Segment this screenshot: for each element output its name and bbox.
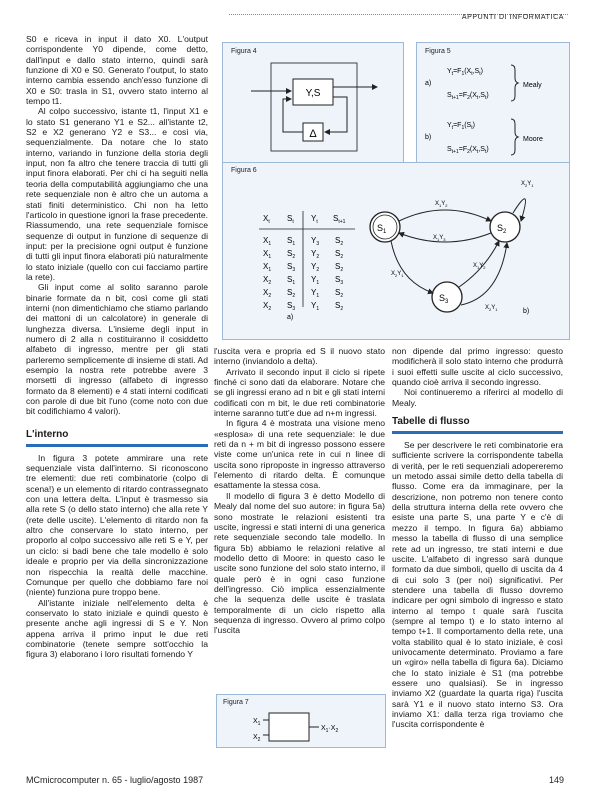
svg-text:X1: $X_1$ <box>253 718 261 727</box>
equation-moore-y: $Y_t=F_1(S_t)$ <box>447 122 475 131</box>
table-cell: $Y_2$ <box>311 262 320 273</box>
table-cell: $S_2$ <box>335 262 344 273</box>
state-s1 <box>370 212 400 242</box>
svg-text:St: $S_t$ <box>287 214 294 225</box>
paragraph: non dipende dal primo ingresso: questo modificherà il solo stato interno che produrrà i suoi effetti sulle uscite al ciclo successivo, quando cioè arriva il secondo ingresso. <box>392 346 563 388</box>
table-cell: $X_1$ <box>263 236 272 247</box>
column-2 <box>214 346 385 636</box>
table-cell: $S_2$ <box>335 301 344 312</box>
block-label: Y,S <box>305 88 321 99</box>
equation-mealy-s: $S_{t+1}=F_2(X_t,S_t)$ <box>447 92 489 101</box>
figure-7 <box>216 694 386 748</box>
column-3 <box>392 346 563 730</box>
paragraph: Noi continueremo a riferirci al modello di Mealy. <box>392 387 563 408</box>
page-number: 149 <box>548 775 564 785</box>
paragraph: Arrivato il secondo input il ciclo si ripete finché ci sono dati da elaborare. Notare che se gli ingressi erano ad n bit e gli stati interni codificati con m bit, le due reti combinatorie interne saranno tutt'e due ad n+m ingressi. <box>214 366 385 419</box>
edge-s1-s2 <box>399 210 491 221</box>
table-cell: $S_3$ <box>335 275 344 286</box>
figure-4-diagram <box>223 43 403 163</box>
svg-text:X1Y2: $X_1Y_2$ <box>473 263 486 270</box>
table-cell: $S_2$ <box>335 249 344 260</box>
footer-publication: MCmicrocomputer n. 65 - luglio/agosto 1987 <box>26 775 204 785</box>
label-b: b) <box>523 308 530 315</box>
label-a: a) <box>287 314 294 321</box>
paragraph: l'uscita vera e propria ed S il nuovo stato interno (inviandolo a delta). <box>214 346 385 367</box>
figure-4 <box>222 42 404 164</box>
table-cell: $S_2$ <box>287 288 296 299</box>
label-b: b) <box>425 134 432 141</box>
gate-box <box>269 713 309 741</box>
table-cell: $Y_1$ <box>311 288 320 299</box>
table-cell: $Y_2$ <box>311 249 320 260</box>
paragraph: Al colpo successivo, istante t1, l'input X1 e lo stato S1 generano Y1 e S2... all'istante t2, S2 e X2 generano Y2 e S3... e così via, sequenzialmente. Da notare che lo stato interno, variando in funzione della storia degli input, non fa altro che tenere traccia di tutti gli input finora elaborati. Per chi ci ha seguiti nella teoria della computabilità aggiungiamo che una rete sequenziale non è altro che un automa a stati finiti deterministico. Chi non ha letto l'articolo in questione ignori la frase precedente. Riassumendo, una rete sequenziale fornisce sequenze di output in funzione di sequenze di input: per la precisione ogni output è funzione di tutti gli input finora elaborati più naturalmente lo stato iniziale (quello con cui facciamo partire la rete). <box>26 106 208 282</box>
edge-s1-s3 <box>391 241 433 293</box>
svg-text:X2Y1: $X_2Y_1$ <box>521 181 534 188</box>
table-cell: $Y_1$ <box>311 275 320 286</box>
svg-text:X1·X2: $X_1\cdot X_2$ <box>321 725 339 734</box>
table-cell: $X_1$ <box>263 262 272 273</box>
svg-text:X2: $X_2$ <box>253 734 261 743</box>
delay-icon: Δ <box>309 128 317 140</box>
table-cell: $X_1$ <box>263 249 272 260</box>
svg-text:St+1: $S_{t+1}$ <box>333 214 346 225</box>
mealy-label: Mealy <box>523 82 542 89</box>
table-cell: $X_2$ <box>263 275 272 286</box>
label-a: a) <box>425 80 432 87</box>
column-1 <box>26 34 208 660</box>
figure-label: Figura 4 <box>231 48 257 55</box>
moore-label: Moore <box>523 136 543 143</box>
table-cell: $S_2$ <box>335 288 344 299</box>
figure-6-diagram <box>223 163 569 339</box>
figure-7-diagram <box>217 695 385 747</box>
table-cell: $S_3$ <box>287 301 296 312</box>
svg-text:S1: $S_1$ <box>377 223 387 235</box>
equation-moore-s: $S_{t+1}=F_2(X_t,S_t)$ <box>447 146 489 155</box>
table-cell: $S_1$ <box>287 275 296 286</box>
figure-label: Figura 7 <box>223 699 249 706</box>
table-cell: $Y_3$ <box>311 236 320 247</box>
svg-text:S2: $S_2$ <box>497 223 507 235</box>
paragraph: In figura 3 potete ammirare una rete sequenziale vista dall'interno. Si riconoscono tre elementi: due reti combinatorie (colpo di scena!) e un elemento di ritardo contrassegnato con una lettera delta. L'input è trasmesso sia alla rete S (o dello stato interno) che alla rete Y (rete delle uscite). L'elemento di ritardo non fa altro che conservare lo stato interno, per proporlo al colpo successivo alle reti S e Y, per un ciclo: si badi bene che tale modello è solo ideale e proprio per via della sincronizzazione non rispecchia la realtà delle macchine. Comunque per quello che dobbiamo fare noi (niente) funziona pure troppo bene. <box>26 452 209 598</box>
section-heading: Tabelle di flusso <box>392 416 563 434</box>
table-cell: $Y_1$ <box>311 301 320 312</box>
paragraph: Il modello di figura 3 è detto Modello di Mealy dal nome del suo autore: in figura 5a) sono mostrate le relazioni esistenti tra uscite, ingressi e stati interni di una generica rete sequenziale secondo tale modello. In figura 5b) abbiamo le relazioni relative al modello detto di Moore: in questo caso le uscite sono funzione del solo stato interno, il quale però è in ogni caso funzione dell'ingresso. Ciò implica essenzialmente che la sequenza delle uscite è traslata temporalmente di un ciclo rispetto alla sequenza di ingresso. Ovvero al primo colpo l'uscita <box>214 490 385 636</box>
table-cell: $X_2$ <box>263 288 272 299</box>
svg-text:X2Y1: $X_2Y_1$ <box>391 271 404 278</box>
section-heading: L'interno <box>26 429 208 447</box>
svg-text:Xt: $X_t$ <box>263 214 270 225</box>
svg-text:Yt: $Y_t$ <box>311 214 318 225</box>
section-title: APPUNTI DI INFORMATICA <box>461 14 564 21</box>
paragraph: S0 e riceva in input il dato X0. L'output corrispondente Y0 dipende, come detto, dall'input e dallo stato interno, quindi sarà funzione di X0 e S0. Generato l'output, lo stato interno cambia essendo anch'esso funzione di X0 e S0: trasla in S1, ovvero stato interno al tempo t1. <box>26 34 208 107</box>
paragraph: Se per descrivere le reti combinatorie era sufficiente scrivere la corrispondente tabella di verità, per le reti sequenziali adopereremo un metodo assai simile detto della tabella di flusso. Come era da immaginare, per la descrizione, non potremo non tenere conto della struttura interna della rete ovvero che esiste una parte S, una parte Y e c'è di mezzo il tempo. In figura 6a) abbiamo messo la tabella di flusso di una semplice rete ad un ingresso, tre stati interni e due uscite. L'alfabeto di ingresso sarà dunque formato da due simboli, quello di uscita da 4 di cui solo 3 (per noi) significativi. Per stendere una tabella di flusso dovremo indicare per ogni simbolo di ingresso e stato interno al tempo t quale sarà l'uscita (sempre al tempo t) e lo stato interno al tempo t+1. Il comportamento della rete, una volta stabilito qual è lo stato iniziale, è così univocamente determinato. Proviamo a fare un «giro» nella tabella di figura 6a). Diciamo che lo stato iniziale è S1 (ma potrebbe essere uno qualsiasi). Se in ingresso inviamo X2 (guardate la quarta riga) l'uscita sarà Y1 e il nuovo stato interno S3. Ora inviamo X1: dalla terza riga troviamo che l'uscita corrispondente è <box>392 440 563 730</box>
state-s2 <box>490 212 520 242</box>
paragraph: All'istante iniziale nell'elemento delta è conservato lo stato iniziale e quindi questo è presente anche agli ingressi di S e Y. Non appena arriva il primo input le due reti combinatorie (tenete sempre sott'occhio la figura 3) elaborano i loro risultati fornendo Y <box>26 597 208 660</box>
paragraph: In figura 4 è mostrata una visione meno «esplosa» di una rete sequenziale: le due reti da n + m bit di ingresso possono essere viste come un'unica rete in cui n linee di uscita sono riproposte in ingresso attraverso l'elemento di ritardo delta. È comunque esattamente la stessa cosa. <box>214 418 385 491</box>
figure-6 <box>222 162 570 340</box>
table-cell: $X_2$ <box>263 301 272 312</box>
table-cell: $S_2$ <box>335 236 344 247</box>
figure-label: Figura 5 <box>425 48 451 55</box>
svg-text:X1Y3: $X_1Y_3$ <box>433 235 446 242</box>
table-cell: $S_3$ <box>287 262 296 273</box>
figure-label: Figura 6 <box>231 167 257 174</box>
state-s3 <box>432 282 462 312</box>
table-cell: $S_1$ <box>287 236 296 247</box>
svg-text:S3: $S_3$ <box>439 293 449 305</box>
svg-text:X2Y1: $X_2Y_1$ <box>485 305 498 312</box>
figure-5 <box>416 42 570 164</box>
paragraph: Gli input come al solito saranno parole binarie formate da n bit, così come gli stati interni (non dimentichiamo che stiamo parlando dei mattoni di un calcolatore) in generale di lunghezza diversa. L'insieme degli input in numero di 2 alla n costituiranno il cosiddetto alfabeto di ingresso, mentre per gli stati parleremo semplicemente di insieme di stati. Ad esempio la nostra rete potrebbe avere 3 morsetti di ingresso (alfabeto di ingresso formato da 8 elementi) e 4 stati interni codificati con parole di due bit l'uno (come noto con due bit codifichiamo 4 valori). <box>26 282 208 417</box>
equation-mealy-y: $Y_t=F_1(X_t,S_t)$ <box>447 68 483 77</box>
table-cell: $S_2$ <box>287 249 296 260</box>
svg-text:X1Y2: $X_1Y_2$ <box>435 201 448 208</box>
edge-s3-s2-x2 <box>461 243 507 305</box>
figure-5-equations <box>417 43 569 163</box>
